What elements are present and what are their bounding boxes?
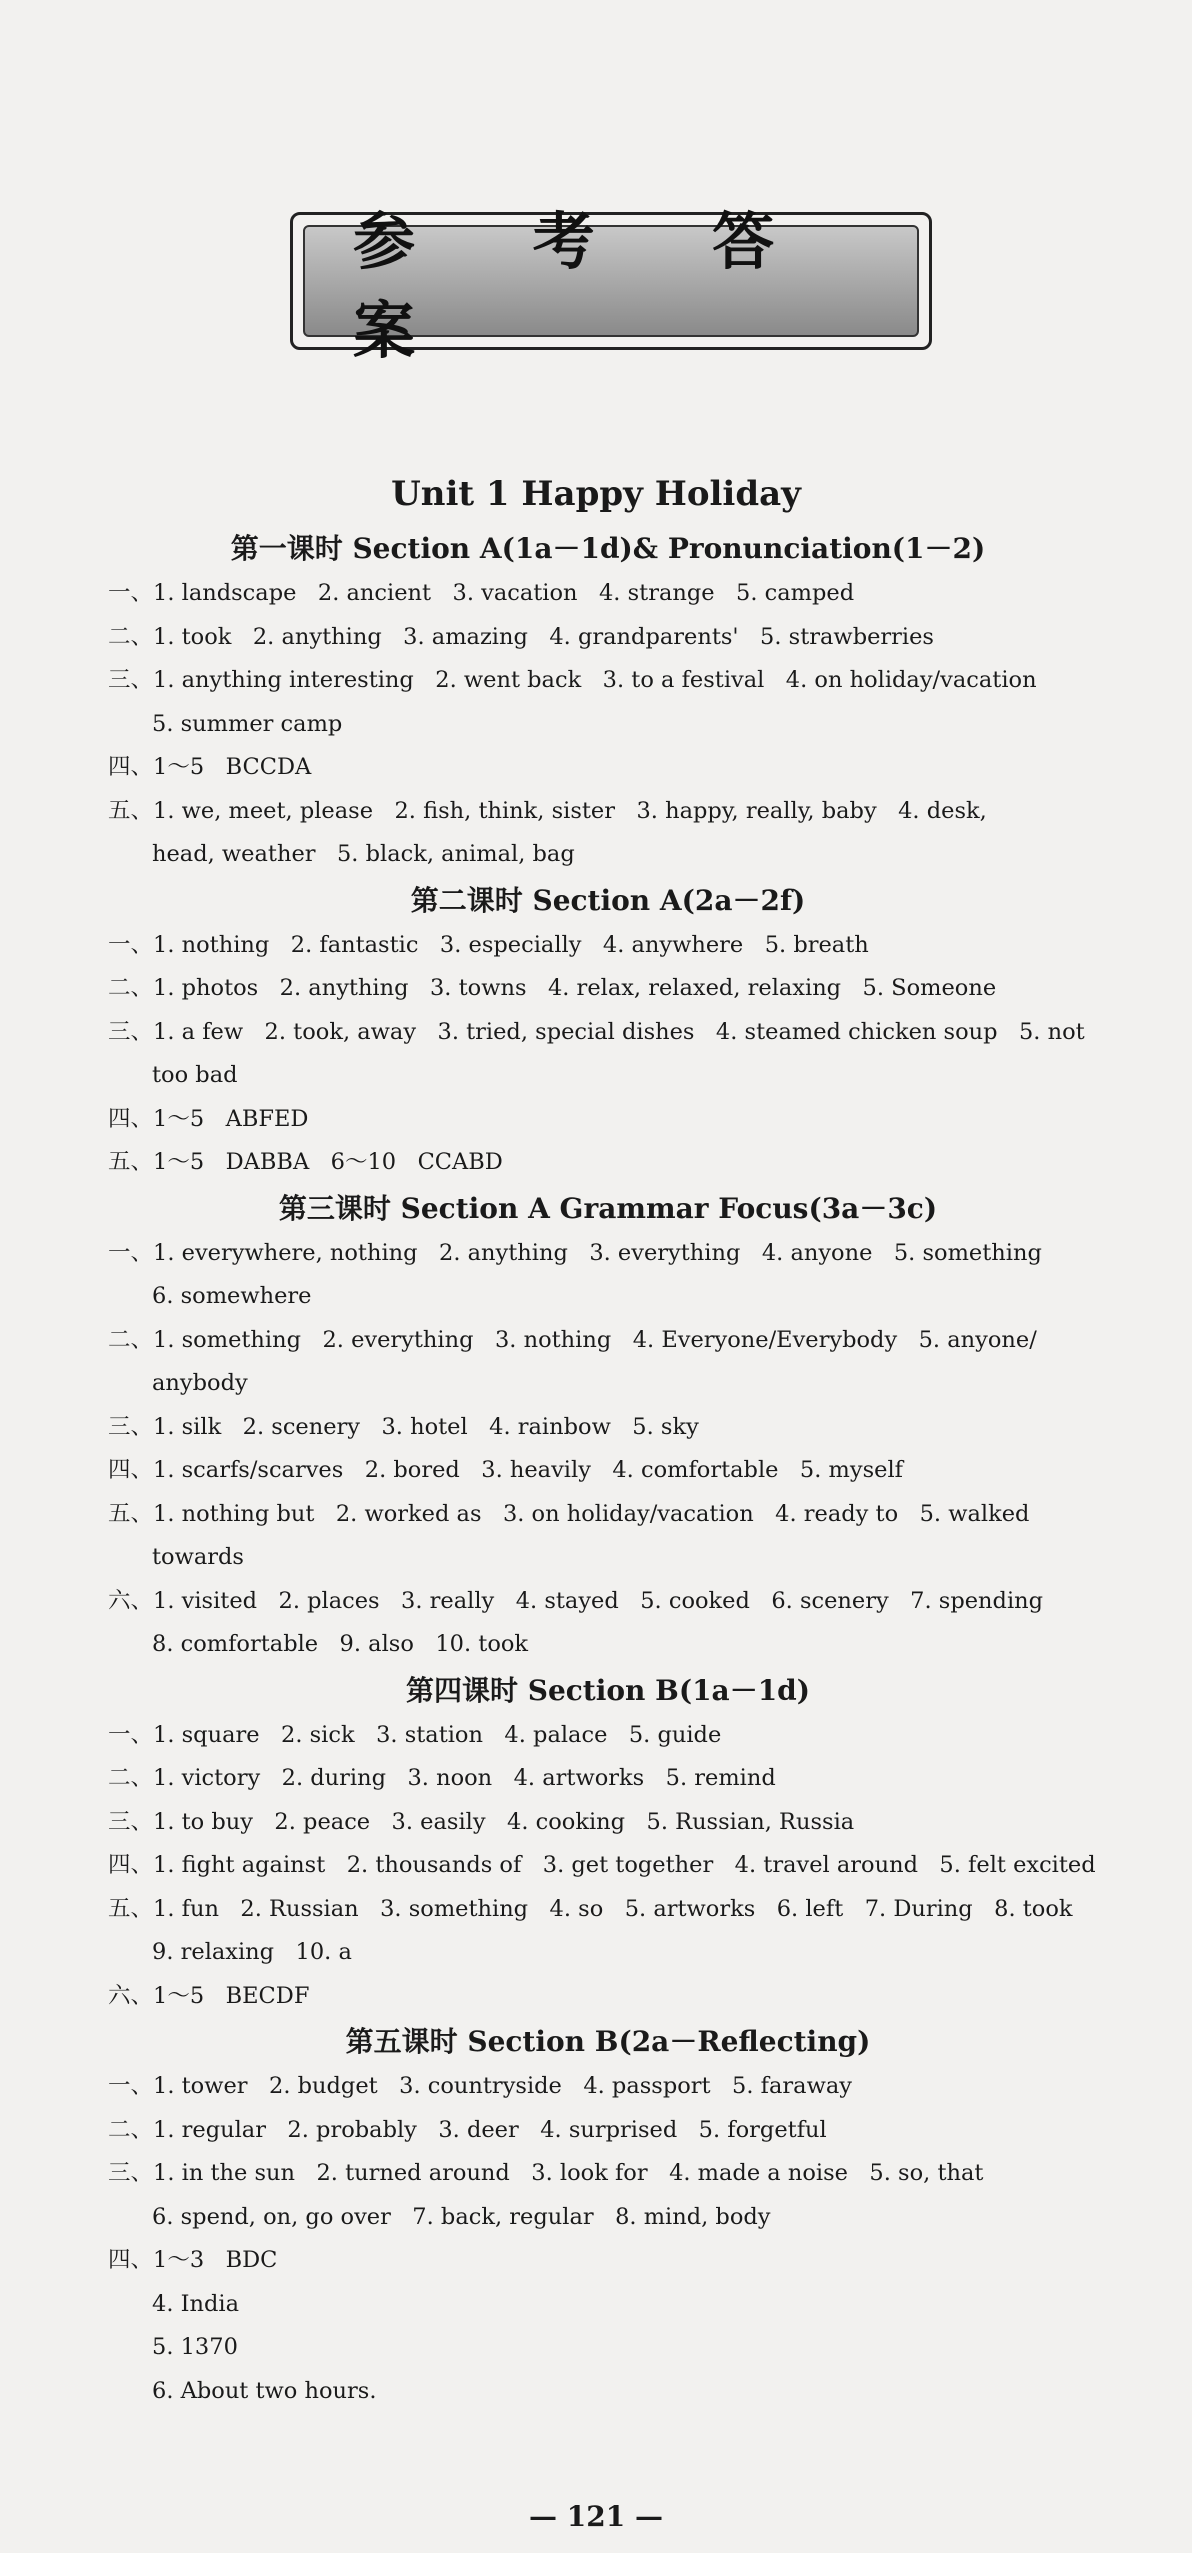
- answer-line: [108, 1844, 1108, 1888]
- question-group-label: 一、: [108, 931, 154, 958]
- answer-text: 5. summer camp: [152, 710, 343, 737]
- answer-text: 6. somewhere: [152, 1283, 312, 1309]
- unit-title: Unit 1 Happy Holiday: [391, 474, 801, 514]
- answer-content: [108, 525, 1108, 2413]
- answer-line: [108, 2109, 1108, 2153]
- answer-continuation: [108, 2196, 1108, 2240]
- lesson-heading: 第四课时 Section B(1a－1d): [405, 1673, 811, 1707]
- question-group-label: 四、: [108, 1105, 154, 1132]
- answer-line: [108, 1801, 1108, 1845]
- answer-text: 1. regular 2. probably 3. deer 4. surprised 5. forgetful: [153, 2116, 827, 2143]
- lesson-heading: 第一课时 Section A(1a－1d)& Pronunciation(1－2): [230, 532, 986, 565]
- question-group-label: 一、: [108, 1721, 154, 1748]
- answer-text: 9. relaxing 10. a: [152, 1939, 352, 1965]
- answer-text: 1. photos 2. anything 3. towns 4. relax, relaxed, relaxing 5. Someone: [153, 975, 997, 1001]
- answer-text: 1～5 ABFED: [153, 1105, 309, 1132]
- question-group-label: 五、: [108, 1895, 154, 1922]
- answer-key-title-banner: [303, 205, 919, 367]
- question-group-label: 二、: [108, 2116, 154, 2143]
- answer-text: 1～5 BECDF: [153, 1982, 310, 2009]
- question-group-label: 三、: [108, 1413, 154, 1440]
- question-group-label: 四、: [108, 754, 154, 780]
- answer-continuation: [108, 1623, 1108, 1667]
- question-group-label: 四、: [108, 1457, 154, 1483]
- answer-continuation: [108, 1362, 1108, 1406]
- answer-continuation: [108, 2326, 1108, 2370]
- answer-text: 1. tower 2. budget 3. countryside 4. passport 5. faraway: [153, 2073, 852, 2099]
- answer-line: [108, 1449, 1108, 1493]
- question-group-label: 四、: [108, 2247, 154, 2273]
- answer-line: [108, 1714, 1108, 1758]
- answer-line: [108, 1232, 1108, 1276]
- answer-text: 1. square 2. sick 3. station 4. palace 5. guide: [153, 1721, 722, 1748]
- answer-text: 1. victory 2. during 3. noon 4. artworks 5. remind: [153, 1765, 776, 1791]
- lesson-heading: 第三课时 Section A Grammar Focus(3a－3c): [278, 1191, 938, 1225]
- answer-line: [108, 1406, 1108, 1450]
- answer-text: head, weather 5. black, animal, bag: [152, 841, 575, 867]
- answer-line: [108, 1141, 1108, 1185]
- answer-continuation: [108, 2370, 1108, 2414]
- answer-text: 1～5 BCCDA: [153, 754, 312, 780]
- question-group-label: 三、: [108, 2160, 154, 2186]
- answer-line: [108, 1757, 1108, 1801]
- answer-line: [108, 1319, 1108, 1363]
- answer-line: [108, 967, 1108, 1011]
- answer-line: [108, 1975, 1108, 2019]
- question-group-label: 三、: [108, 1018, 154, 1045]
- answer-text: 6. spend, on, go over 7. back, regular 8. mind, body: [152, 2203, 771, 2230]
- answer-text: 1. something 2. everything 3. nothing 4. Everyone/Everybody 5. anyone/: [153, 1326, 1037, 1353]
- page-number: — 121 —: [529, 2500, 663, 2533]
- answer-line: [108, 746, 1108, 790]
- answer-line: [108, 1493, 1108, 1537]
- question-group-label: 六、: [108, 1982, 154, 2009]
- answer-text: 5. 1370: [152, 2334, 238, 2360]
- answer-text: 1. fight against 2. thousands of 3. get together 4. travel around 5. felt excited: [153, 1852, 1096, 1878]
- answer-continuation: [108, 703, 1108, 747]
- question-group-label: 二、: [108, 975, 154, 1001]
- answer-text: too bad: [152, 1062, 238, 1088]
- answer-line: [108, 1580, 1108, 1624]
- question-group-label: 三、: [108, 1808, 154, 1835]
- question-group-label: 二、: [108, 623, 154, 650]
- answer-line: [108, 924, 1108, 968]
- answer-text: 1. visited 2. places 3. really 4. stayed 5. cooked 6. scenery 7. spending: [153, 1587, 1044, 1614]
- answer-text: 6. About two hours.: [152, 2377, 377, 2404]
- answer-text: 1. scarfs/scarves 2. bored 3. heavily 4. comfortable 5. myself: [153, 1457, 903, 1483]
- question-group-label: 六、: [108, 1587, 154, 1614]
- answer-text: 1. silk 2. scenery 3. hotel 4. rainbow 5. sky: [153, 1413, 699, 1440]
- question-group-label: 三、: [108, 667, 154, 693]
- question-group-label: 五、: [108, 797, 154, 824]
- answer-text: 1. we, meet, please 2. fish, think, sister 3. happy, really, baby 4. desk,: [153, 797, 987, 824]
- answer-text: 1. everywhere, nothing 2. anything 3. everything 4. anyone 5. something: [153, 1239, 1042, 1266]
- question-group-label: 一、: [108, 2073, 154, 2099]
- answer-line: [108, 2152, 1108, 2196]
- page-title: 参 考 答 案: [353, 205, 823, 367]
- answer-text: 1. nothing but 2. worked as 3. on holiday/vacation 4. ready to 5. walked: [153, 1500, 1030, 1527]
- answer-line: [108, 616, 1108, 660]
- answer-text: 1. took 2. anything 3. amazing 4. grandparents' 5. strawberries: [153, 623, 934, 650]
- lesson-heading: 第五课时 Section B(2a－Reflecting): [345, 2025, 871, 2058]
- answer-continuation: [108, 1054, 1108, 1098]
- answer-continuation: [108, 1275, 1108, 1319]
- answer-text: 1. nothing 2. fantastic 3. especially 4. anywhere 5. breath: [153, 931, 869, 958]
- answer-text: 1～3 BDC: [153, 2247, 278, 2273]
- answer-line: [108, 572, 1108, 616]
- answer-continuation: [108, 2283, 1108, 2327]
- answer-text: 1. to buy 2. peace 3. easily 4. cooking 5. Russian, Russia: [153, 1808, 855, 1835]
- answer-continuation: [108, 1536, 1108, 1580]
- answer-key-title-box: [290, 205, 932, 367]
- answer-line: [108, 1011, 1108, 1055]
- lesson-heading: 第二课时 Section A(2a－2f): [410, 883, 806, 917]
- answer-continuation: [108, 833, 1108, 877]
- answer-line: [108, 790, 1108, 834]
- answer-text: towards: [152, 1544, 244, 1570]
- answer-text: 1. fun 2. Russian 3. something 4. so 5. artworks 6. left 7. During 8. took: [153, 1895, 1073, 1922]
- question-group-label: 一、: [108, 580, 154, 606]
- answer-line: [108, 1888, 1108, 1932]
- answer-line: [108, 2239, 1108, 2283]
- question-group-label: 二、: [108, 1765, 154, 1791]
- answer-text: 1. landscape 2. ancient 3. vacation 4. strange 5. camped: [153, 580, 855, 606]
- answer-text: 1. in the sun 2. turned around 3. look for 4. made a noise 5. so, that: [153, 2160, 984, 2186]
- question-group-label: 五、: [108, 1149, 154, 1175]
- answer-text: 1. anything interesting 2. went back 3. to a festival 4. on holiday/vacation: [153, 667, 1037, 693]
- question-group-label: 四、: [108, 1852, 154, 1878]
- answer-text: 1. a few 2. took, away 3. tried, special dishes 4. steamed chicken soup 5. not: [153, 1018, 1085, 1045]
- answer-line: [108, 1098, 1108, 1142]
- answer-text: 8. comfortable 9. also 10. took: [152, 1631, 529, 1657]
- answer-line: [108, 659, 1108, 703]
- answer-text: 4. India: [152, 2290, 240, 2317]
- question-group-label: 五、: [108, 1500, 154, 1527]
- answer-continuation: [108, 1931, 1108, 1975]
- question-group-label: 一、: [108, 1239, 154, 1266]
- question-group-label: 二、: [108, 1326, 154, 1353]
- answer-line: [108, 2065, 1108, 2109]
- answer-text: 1～5 DABBA 6～10 CCABD: [153, 1149, 503, 1175]
- answer-text: anybody: [152, 1370, 248, 1396]
